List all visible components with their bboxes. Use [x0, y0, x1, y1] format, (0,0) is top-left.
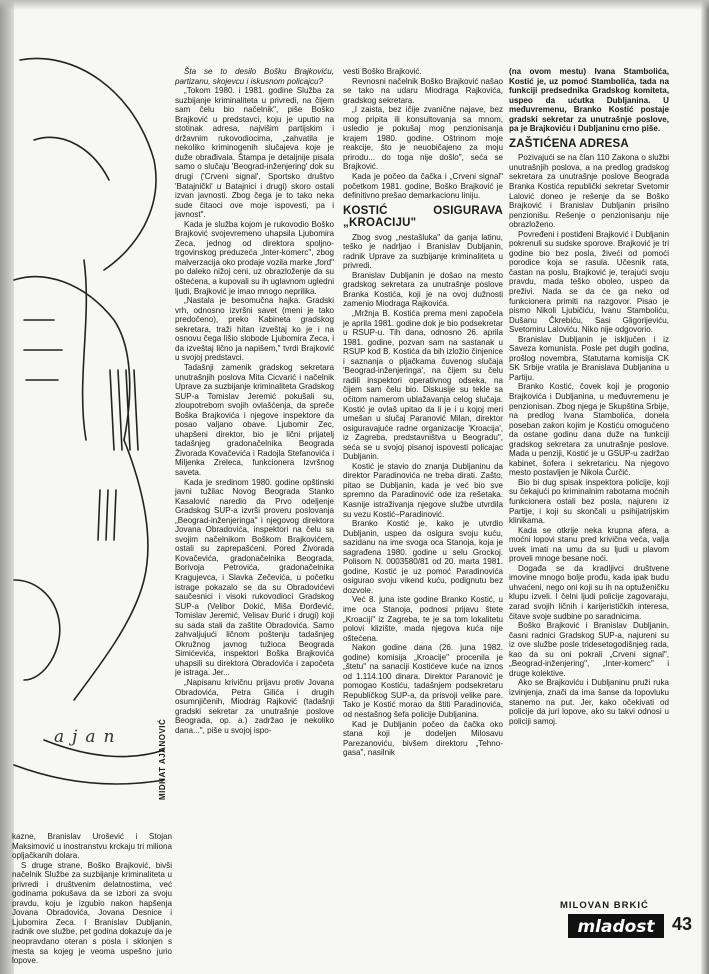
page-binding-shadow: [0, 0, 14, 974]
lead-question: Šta se to desilo Bošku Brajkoviću, partizanu, skojevcu i iskusnom policajcu?: [175, 67, 334, 86]
paragraph: Događa se da kradljivci društvene imovine mnogo bolje prođu, kada ipak budu uhvaćeni, nego oni koji su ih na optuženičku klupu izveli. I čelni ljudi policije zagovaraju, zarad svojih ličnih i karijerističkih interesa, čitave svoje sudbine po saradnicima.: [509, 563, 669, 621]
paragraph: Branislav Dubljanin je isključen i iz Saveza komunista. Posle pet dugih godina, prošlog novembra, Statutarna komisija CK SK Srbije vratila je Branislava Dubljanina u Partiju.: [509, 334, 669, 382]
paragraph: Kada je sredinom 1980. godine opštinski javni tužilac Novog Beograda Stanko Kasalović naredio da Prvo odeljenje Gradskog SUP-a izvrši proveru poslovanja „Beograd-inženjeringa" i njegovog direktora Jovana Obradovića, inspektori na čelu sa svojim načelnikom Boškom Brajkovićem, ostali su zaprepašćeni. Pored Živorada Kovačevića, gradonačelnika Beograda, Borivoja Petrovića, gradonačelnika Kragujevca, i Slavka Zečevića, u početku istrage pokazalo se da su Obradovićevi saučesnici i visoki rukovodioci Gradskog SUP-a (Velibor Dokić, Miša Đorđević, Tomislav Jeremić, Velisav Đurić i drugi) koji su sada stali da zaštite Obradovića. Samo zahvaljujući ličnom poštenju tadašnjeg Okružnog javnog tužioca Beograda Simićevića, inspektori Boška Brajkovića uhapsili su direktora Obradovića i započeta je istraga. Jer...: [175, 477, 334, 678]
section-heading-adresa: ZAŠTIĆENA ADRESA: [509, 137, 629, 150]
paragraph: „I zaista, bez ičije zvanične najave, bez mog pripita ili konsultovanja sa mnom, usledio je pokušaj mog penzionisanja krajem 1980. godine. Oštrinom moje reakcije, što je neuobičajeno za moju prirodu... do toga nije došlo", seća se Brajković.: [343, 105, 503, 172]
author-signature: MILOVAN BRKIĆ: [560, 900, 649, 911]
top-shadow: [0, 0, 709, 10]
paragraph: Kada je služba kojom je rukovodio Boško Brajković svojevremeno uhapsila Ljubomira Zeca, jednog od direktora spoljno-trgovinskog preduzeća „Inter-komerc", zbog malverzacija oko prodaje vozila marke „ford" po daleko nižoj ceni, uz obrazloženje da su oštećena, a kupovali su ih uglavnom ugledni ljudi, Brajković je imao mnogo neprilika.: [175, 219, 334, 296]
paragraph: Kad je Dubljanin počeo da čačka oko stana koji je dodeljen Milosavu Parezanoviću, bivšem direktoru „Tehno-gasa", nasilnik: [343, 719, 503, 758]
illustration-sketch-text: ajan: [54, 727, 123, 747]
page-edge-shadow: [701, 0, 709, 974]
magazine-logo: [568, 914, 664, 938]
paragraph: Kostić je stavio do znanja Dubljaninu da direktor Paradinovića ne treba dirati. Zašto, pitao se Dubljanin, kada je već bio sve spremno da Paradinović ode iza rešetaka. Kasnije istraživanja njegove službe utvrdila su vezu Kostić–Paradinović.: [343, 461, 503, 519]
paragraph: Branko Kostić, čovek koji je progonio Brajkovića i Dubljanina, u međuvremenu je penzionisan. Zbog njega je Skupština Srbije, na predlog Ivana Stambolića, donela poseban zakon kojim je Kostiću omogućeno da ostane godinu dana duže na funkciji gradskog sekretara za unutrašnje poslove. Mada u penziji, Kostić je u GSUP-u zadržao kabinet, šofera i sekretaricu. Na njegovo mesto postavljen je Nikola Čurčić.: [509, 382, 669, 478]
paragraph: Tadašnji zamenik gradskog sekretara unutrašnjih poslova Mita Cicvarić i načelnik Uprave za suzbijanje kriminaliteta Gradskog SUP-a Tomislav Jeremić pokušali su, zloupotrebom svojih ovlašćenja, da spreče Boška Brajkovića i njegove inspektore da posao valjano obave. Ljubomir Zec, uhapšeni direktor, bio je lični prijatelj tadašnjeg gradonačelnika Beograda Živorada Kovačevića i Radojla Stefanovića i Miljenka Zreleca, funkcionera Izvršnog saveta.: [175, 362, 334, 477]
paragraph: Ako se Brajkoviću i Dubljaninu pruži ruka izvinjenja, znači da ima šanse da lopovluku stanemo na put. Jer, kako očekivati od policije da juri lopove, ako su takvi odnosi u policiji samoj.: [509, 678, 669, 726]
credit-text: MIDHAT AJANOVIĆ: [158, 718, 167, 800]
paragraph: „Tokom 1980. i 1981. godine Služba za suzbijanje kriminaliteta u privredi, na čijem sam čelu bio načelnik", piše Boško Brajković u predstavci, koju je uputio na stotinak adresa, najvišim partijskim i državnim rukovodiocima, „zahvatila je nekoliko kriminogenih slučajeva koje je duže obrađivala. Štampa je detaljnije pisala samo o slučaju 'Beograd-inženjering' dok su drugi ('Crveni signal', Sportsko društvo 'Batajnički' u Batajnici i drugi) skoro ostali izvan javnosti. Zbog čega je to tako neka sude čitaoci ove moje ispovesti, pa i javnost".: [175, 86, 334, 220]
paragraph: Branko Kostić je, kako je utvrdio Dubljanin, uspeo da osigura svoju kuću, sazidanu na ime svoga oca Stanoja, koja je sagrađena 1980. godine u selu Grockoj. Polisom N. 0003580/81 od 20. marta 1981. godine, Kostić je uz pomoć Paradinovića osigurao svoju vikend kuću, podignutu bez dozvole.: [343, 519, 503, 595]
section-heading-kroaciju: KOSTIĆ OSIGURAVA „KROACIJU": [343, 204, 503, 230]
column-2: [175, 67, 334, 944]
paragraph: S druge strane, Boško Brajković, bivši načelnik Službe za suzbijanje kriminaliteta u privredi i društvenim delatnostima, već godinama pokušava da se izbori za svoju pravdu, koju je izgubio nakon hapšenja Jovana Obradovića, Jovana Desnice i Ljubomira Zeca. I Branislav Dubljanin, radnik ove službe, pet godina dokazuje da je neopravdano oteran s posla i sklonjen s mesta sa kojeg je veoma uspešno jurio lopove.: [12, 860, 172, 966]
paragraph: vesti Boško Brajković.: [343, 67, 422, 76]
paragraph: Pozivajući se na član 110 Zakona o službi unutrašnjih poslova, a na predlog gradskog sekretara za unutrašnje poslove Beograda Branka Kostića republički sekretar Svetomir Lalović doneo je rešenje da se Boško Brajković i Branislav Dubljanin prisilno penzionišu. Rešenje o penzionisanju nije obrazloženo.: [509, 153, 669, 230]
paragraph: Revnosni načelnik Boško Brajković našao se tako na udaru Miodraga Rajkovića, gradskog sekretara.: [343, 76, 503, 105]
paragraph: „Nastala je besomučna hajka. Gradski vrh, odnosno izvršni savet (meni je tako predočeno), preko Kabineta gradskog sekretara, traži hitan izveštaj ko je i na osnovu čega lišio slobode Ljubomira Zeca, i da izveštaj lično ja napišem," tvrdi Brajković u svojoj predstavci.: [175, 296, 334, 363]
column-1: [12, 832, 172, 966]
illustration-credit: [158, 650, 170, 800]
paragraph: Kada je počeo da čačka i „Crveni signal" početkom 1981. godine, Boško Brajković je definitivno prešao demarkacionu liniju.: [343, 172, 503, 201]
paragraph: Bio bi dug spisak inspektora policije, koji su čekajući po kriminalnim rabotama moćnih funkcionera ostali bez posla, najurenı iz Partije, i koji su skončali u psihijatrijskim klinikama.: [509, 477, 669, 526]
paragraph: Nakon godine dana (26. juna 1982. godine) komisija „Kroacije" procenila je „štetu" na sanaciji Kostićeve kuće na iznos od 1.114.100 dinara. Direktor Paranović je pomogao Kostiću, tadašnjem podsekretaru Republičkog SUP-a, da prisvoji velike pare. Tako je Kostić morao da štiti Paradinovića, od nestašnog šefa policije Dubljanina.: [343, 643, 503, 719]
paragraph: Zbog svog „nestašluka" da ganja latinu, teško je nadrljao i Branislav Dubljanin, radnik Uprave za suzbijanje kriminaliteta u privredi.: [343, 232, 503, 271]
paragraph: Već 8. juna iste godine Branko Kostić, u ime oca Stanoja, podnosi prijavu štete „Kroaciji" iz Zagreba, te je sa tom lokalitetu polovi klizište, mada njegova kuća nije oštećena.: [343, 595, 503, 643]
paragraph: „Napisanu krivičnu prijavu protiv Jovana Obradovića, Petra Gilića i drugih osumnjičenih, Miodrag Rajković (tadašnji gradski sekretar za unutrašnje poslove Beograda, op. a.) zadržao je nekoliko dana...", piše u svojoj ispo-: [175, 678, 334, 735]
magazine-logo-text: mladost: [577, 917, 655, 937]
paragraph: Branislav Dubljanin je došao na mesto gradskog sekretara za unutrašnje poslove Branka Kostića, koji je na ovoj dužnosti zamenio Miodraga Rajkovića.: [343, 270, 503, 309]
page-number: 43: [672, 914, 693, 934]
paragraph: Boško Brajković i Branislav Dubljanin, časni radnici Gradskog SUP-a, najureni su iz ove službe posle tridesetogodišnjeg rada, kao da su oni pokrali „Crveni signal", „Beograd-inženjering", „Inter-komerc" i druge kolektive.: [509, 621, 669, 678]
paragraph: „Mržnja B. Kostića prema meni započela je aprila 1981. godine dok je bio podsekretar u RSUP-u. Tih dana, odnosno 26. aprila 1981. godine, pozvan sam na sastanak u RSUP kod B. Kostića da bih izložio činjenice i saznanja o pljačkama čuvenog slučaja 'Beograd-inženjeringa', na čijem su čelu radili inspektori operativnog odseka, na čijem sam čelu bio. Diskusije su tekle sa očitom namerom ublažavanja celog slučaja. Kostić je ovlaš upitao da li je i u kojoj meri umešan u slučaj Paranović Milan, direktor osiguravajuće radne organizacije 'Kroacija', iz Zagreba, predstavništva u Beogradu", seća se u svojoj pisanoj ispovesti policajac Dubljanin.: [343, 309, 503, 462]
column-3: [343, 67, 503, 944]
paragraph-bold: (na ovom mestu) Ivana Stambolića, Kostić je, uz pomoć Stambolića, tada na funkciji predsednika Gradskog komiteta, uspeo da ućutka Dubljanina. U međuvremenu, Branko Kostić postaje gradski sekretar za unutrašnje poslove, pa je Brajkoviću i Dubljaninu crno piše.: [509, 67, 669, 134]
caricature-illustration: [14, 20, 174, 820]
paragraph: Kada se otkrije neka krupna afera, a moćni lopovi stanu pred krivična veća, valja uvek imati na umu da su ljudi u plavom proveli mnoge besane noći.: [509, 525, 669, 564]
paragraph: kazne, Branislav Urošević i Stojan Maksimović u inostranstvu krckaju tri miliona opljačkanih dolara.: [12, 832, 172, 861]
column-4: [509, 67, 669, 899]
paragraph: Povređeni i postiđeni Brajković i Dubljanin pokrenuli su sudske sporove. Brajković je tri godine bio bez posla, živeći od pomoći porodice koja se rasula. Učesnik rata, častan na poslu, Brajković je, terajući svoju pravdu, mada teško oboleo, uspeo da preživi. Nada se da će ga neko od funkcionera primiti na razgovor. Pisao je pismo Nikoli Ljubičiću, Ivanu Stamboliću, Dušanu Čkrebiću, Sasi Gligorijeviću, Svetomiru Laloviću. Niko nije odgovorio.: [509, 229, 669, 335]
